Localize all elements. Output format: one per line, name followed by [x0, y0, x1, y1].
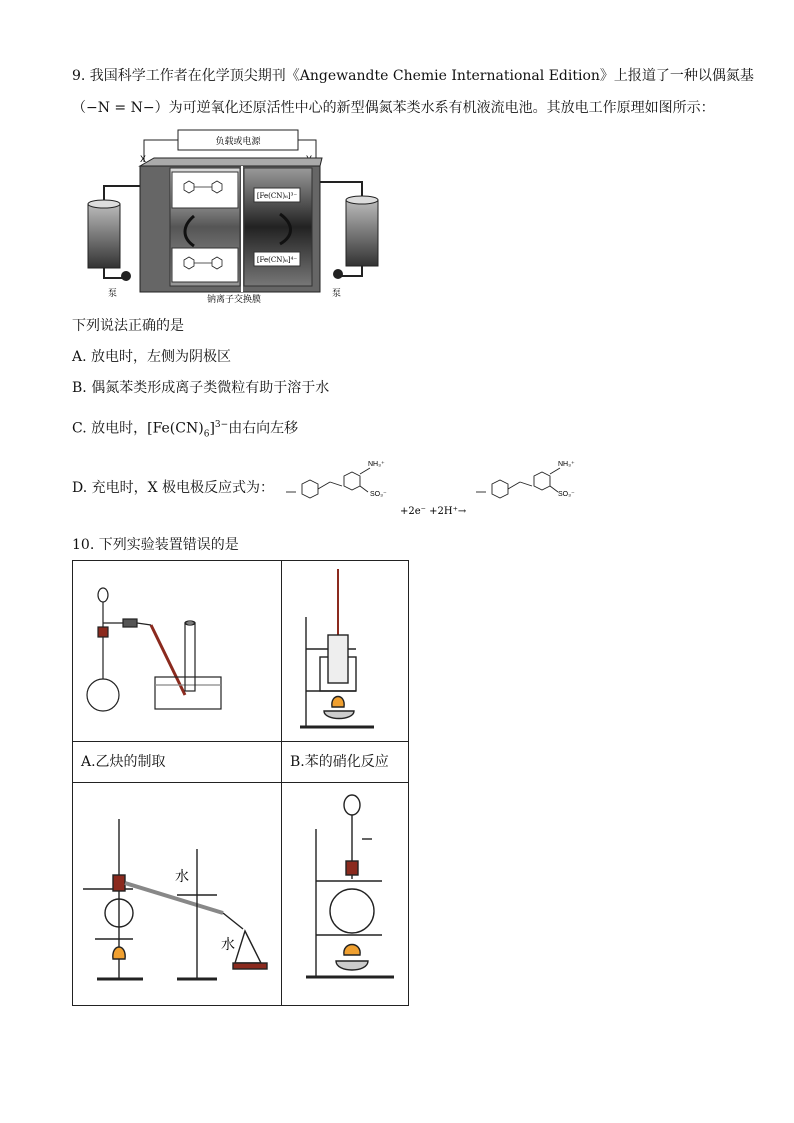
q9-option-b: B. 偶氮苯类形成离子类微粒有助于溶于水 — [72, 380, 330, 396]
q9-option-a: A. 放电时，左侧为阴极区 — [72, 349, 232, 365]
membrane-label: 钠离子交换膜 — [206, 295, 262, 305]
option-d-reaction — [282, 452, 582, 518]
q9-option-d: D. 充电时，X 极电极反应式为： — [72, 480, 275, 496]
azobenzene-left-structure — [286, 468, 370, 498]
fe-cn6-top: [Fe(CN)₆]³⁻ — [256, 192, 298, 200]
q10-title: 10. 下列实验装置错误的是 — [72, 537, 239, 553]
pump-left-label: 泵 — [108, 289, 118, 299]
so3-label-right: SO₃⁻ — [558, 491, 575, 498]
water-label-2: 水 — [221, 937, 235, 953]
pump-right-label: 泵 — [332, 289, 342, 299]
option-d-reagents: +2e⁻ +2H⁺→ — [400, 506, 467, 517]
q9-prompt: 下列说法正确的是 — [72, 318, 184, 334]
nh3-label-left: NH₃⁺ — [368, 461, 385, 468]
cell-b-figure — [282, 561, 409, 742]
acetylene-apparatus — [73, 561, 281, 737]
cell-a-caption: A.乙炔的制取 — [73, 742, 282, 783]
right-tank — [346, 200, 378, 266]
q9-option-c-superscript: 3− — [214, 420, 229, 430]
azobenzene-right-structure — [476, 468, 560, 498]
cell-d-figure — [282, 783, 409, 1006]
nitration-apparatus — [282, 561, 408, 737]
q9-option-c-tail: 由右向左移 — [228, 420, 299, 437]
q9-stem-line2: （−N = N−）为可逆氧化还原活性中心的新型偶氮苯类水系有机液流电池。其放电工作原理如图所示： — [72, 100, 715, 116]
nh3-label-right: NH₃⁺ — [558, 461, 575, 468]
water-label-1: 水 — [175, 869, 189, 885]
q10-apparatus-table — [72, 560, 409, 1006]
so3-label-left: SO₃⁻ — [370, 491, 387, 498]
cell-b-caption: B.苯的硝化反应 — [282, 742, 409, 783]
q9-option-c: C. 放电时，$[Fe(CN)_6]^{3-}$由右向左移 — [72, 420, 299, 440]
q9-option-c-subscript: 6 — [203, 429, 210, 440]
cell-a-figure — [73, 561, 282, 742]
electrode-x-label: X — [140, 154, 147, 164]
left-tank — [88, 204, 120, 268]
pump-left-icon — [121, 271, 131, 281]
q9-stem-line1: 9. 我国科学工作者在化学顶尖期刊《Angewandte Chemie International Edition》上报道了一种以偶氮基 — [72, 68, 754, 84]
q9-option-c-text: C. 放电时，[Fe(CN) — [72, 420, 204, 437]
right-chamber — [244, 168, 312, 286]
pump-right-icon — [333, 269, 343, 279]
distillation-apparatus — [73, 783, 281, 1001]
load-label: 负载或电源 — [215, 137, 261, 147]
cell-c-figure — [73, 783, 282, 1006]
gas-generation-apparatus — [282, 783, 408, 1001]
fe-cn6-bottom: [Fe(CN)₆]⁴⁻ — [256, 256, 298, 264]
flow-battery-diagram — [84, 126, 394, 306]
